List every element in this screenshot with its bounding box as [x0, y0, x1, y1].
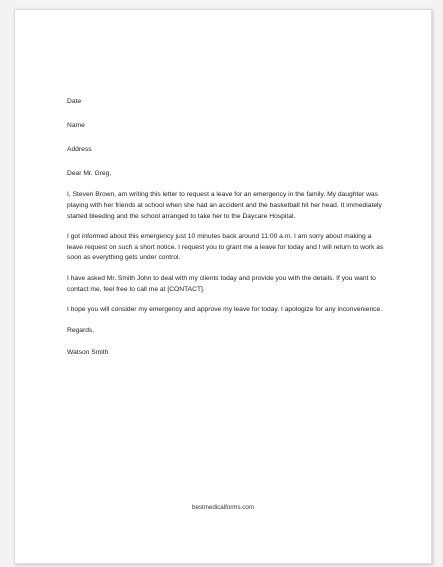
paragraph-request: I hope you will consider my emergency and approve my leave for today. I apologize for any inconvenience. [67, 306, 383, 314]
salutation: Dear Mr. Greg, [67, 170, 112, 178]
letter-page [14, 9, 432, 564]
name-field: Name [67, 122, 85, 130]
letter-body [67, 97, 385, 359]
paragraph-delegation: I have asked Mr. Smith John to deal with my clients today and provide you with the details. If you want to contact me, feel free to call me at [CONTACT]. [67, 274, 376, 293]
address-field: Address [67, 146, 92, 154]
footer-website: bestmedicalforms.com [192, 504, 254, 511]
signature-name: Watson Smith [67, 349, 109, 357]
closing: Regards, [67, 326, 95, 334]
paragraph-notice: I got informed about this emergency just 10 minutes back around 11:00 a.m. I am sorry about making a leave request on such a short notice. I request you to grant me a leave for today and I will return to work as soon as everything gets under control. [67, 233, 384, 262]
date-field: Date [67, 98, 82, 105]
paragraph-emergency: I, Steven Brown, am writing this letter to request a leave for an emergency in the family. My daughter was playing with her friends at school when she had an accident and the basketball hit her head. It immediately started bleeding and the school arranged to take her to the Daycare Hospital. [67, 191, 382, 220]
